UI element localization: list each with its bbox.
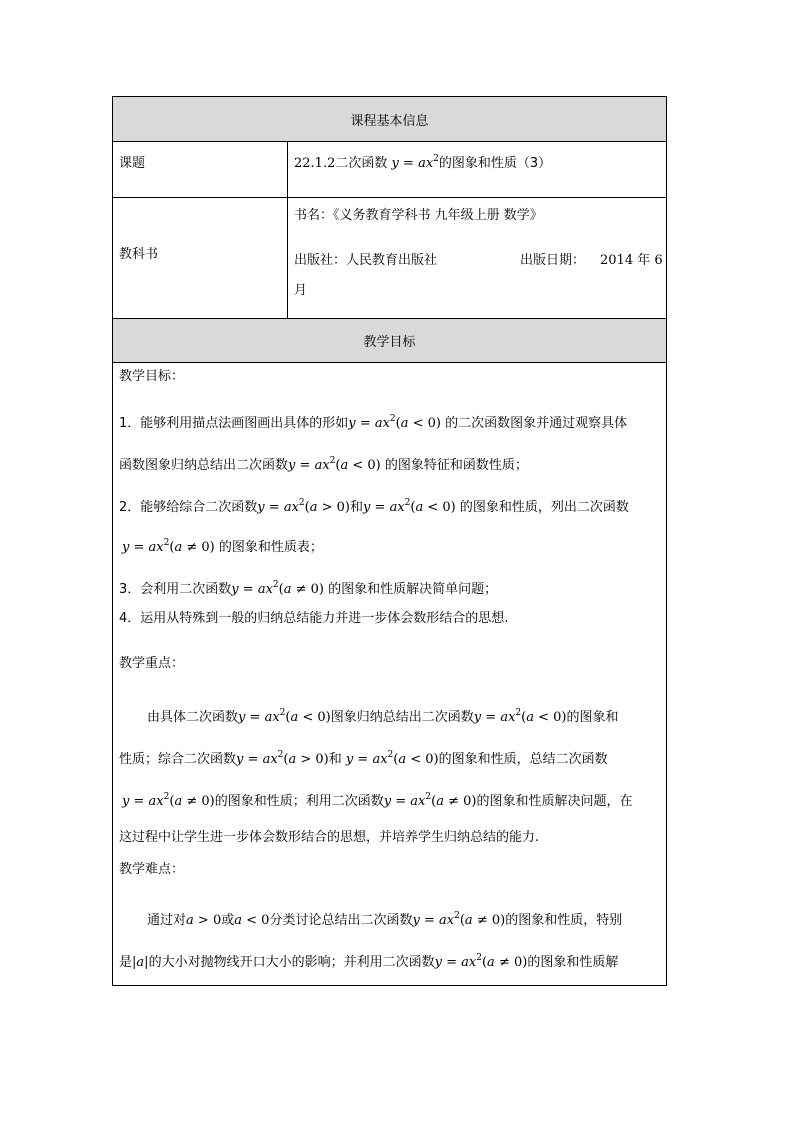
goal-3: 3．会利用二次函数$y = ax^2(a \ne 0)$ 的图象和性质解决简单问题； <box>119 580 498 597</box>
publisher: 出版社：人民教育出版社 <box>294 253 438 268</box>
topic-value-cell <box>288 142 666 197</box>
key-points-line-4: 这过程中让学生进一步体会数形结合的思想，并培养学生归纳总结的能力. <box>119 830 540 845</box>
goals-body <box>113 363 666 985</box>
lesson-info-table <box>112 96 667 986</box>
topic-label-cell <box>113 142 288 197</box>
publish-date-label: 出版日期： <box>520 253 586 268</box>
topic-row <box>113 142 666 198</box>
goal-1-line-1: 1．能够利用描点法画图画出具体的形如$y = ax^2(a < 0)$ 的二次函数图象并通过观察具体 <box>119 414 628 431</box>
section-title-basic-info: 课程基本信息 <box>350 113 429 129</box>
textbook-value-cell <box>288 198 666 318</box>
section-header-goals <box>113 319 666 363</box>
key-points-line-2: 性质；综合二次函数$y = ax^2(a > 0)$和 $y = ax^2(a < 0)$的图象和性质，总结二次函数 <box>119 750 608 767</box>
textbook-label: 教科书 <box>119 247 159 262</box>
topic-value: 22.1.2二次函数 $y = ax^2$的图象和性质（3） <box>294 154 552 171</box>
goal-1-line-2: 函数图象归纳总结出二次函数$y = ax^2(a < 0)$ 的图象特征和函数性质； <box>119 456 528 473</box>
publish-date-value: 2014 年 6 <box>600 253 663 268</box>
key-points-line-3: $y = ax^2(a \ne 0)$的图象和性质；利用二次函数$y = ax^2(a \ne 0)$的图象和性质解决问题，在 <box>122 792 633 809</box>
key-points-heading: 教学重点： <box>119 656 185 671</box>
publish-date-month: 月 <box>294 283 308 298</box>
goals-heading: 教学目标： <box>119 369 185 384</box>
difficulties-line-2: 是|a|的大小对抛物线开口大小的影响；并利用二次函数$y = ax^2(a \ne 0)$的图象和性质解 <box>119 953 619 970</box>
goal-2-line-1: 2．能够给综合二次函数$y = ax^2(a > 0)$和$y = ax^2(a < 0)$ 的图象和性质，列出二次函数 <box>119 498 629 515</box>
goal-2-line-2: $y = ax^2(a \ne 0)$ 的图象和性质表； <box>122 538 323 555</box>
difficulties-heading: 教学难点： <box>119 862 185 877</box>
difficulties-line-1: 通过对a > 0或a < 0分类讨论总结出二次函数$y = ax^2(a \ne 0)$的图象和性质，特别 <box>147 911 623 928</box>
goal-4: 4．运用从特殊到一般的归纳总结能力并进一步体会数形结合的思想. <box>119 611 509 626</box>
section-title-goals: 教学目标 <box>363 335 416 350</box>
book-name: 书名：《义务教育学科书 九年级上册 数学》 <box>294 208 543 223</box>
section-header-basic-info <box>113 97 666 142</box>
topic-label: 课题 <box>119 156 146 171</box>
textbook-row <box>113 198 666 319</box>
textbook-label-cell <box>113 198 288 318</box>
key-points-line-1: 由具体二次函数$y = ax^2(a < 0)$图象归纳总结出二次函数$y = ax^2(a < 0)$的图象和 <box>147 708 619 725</box>
